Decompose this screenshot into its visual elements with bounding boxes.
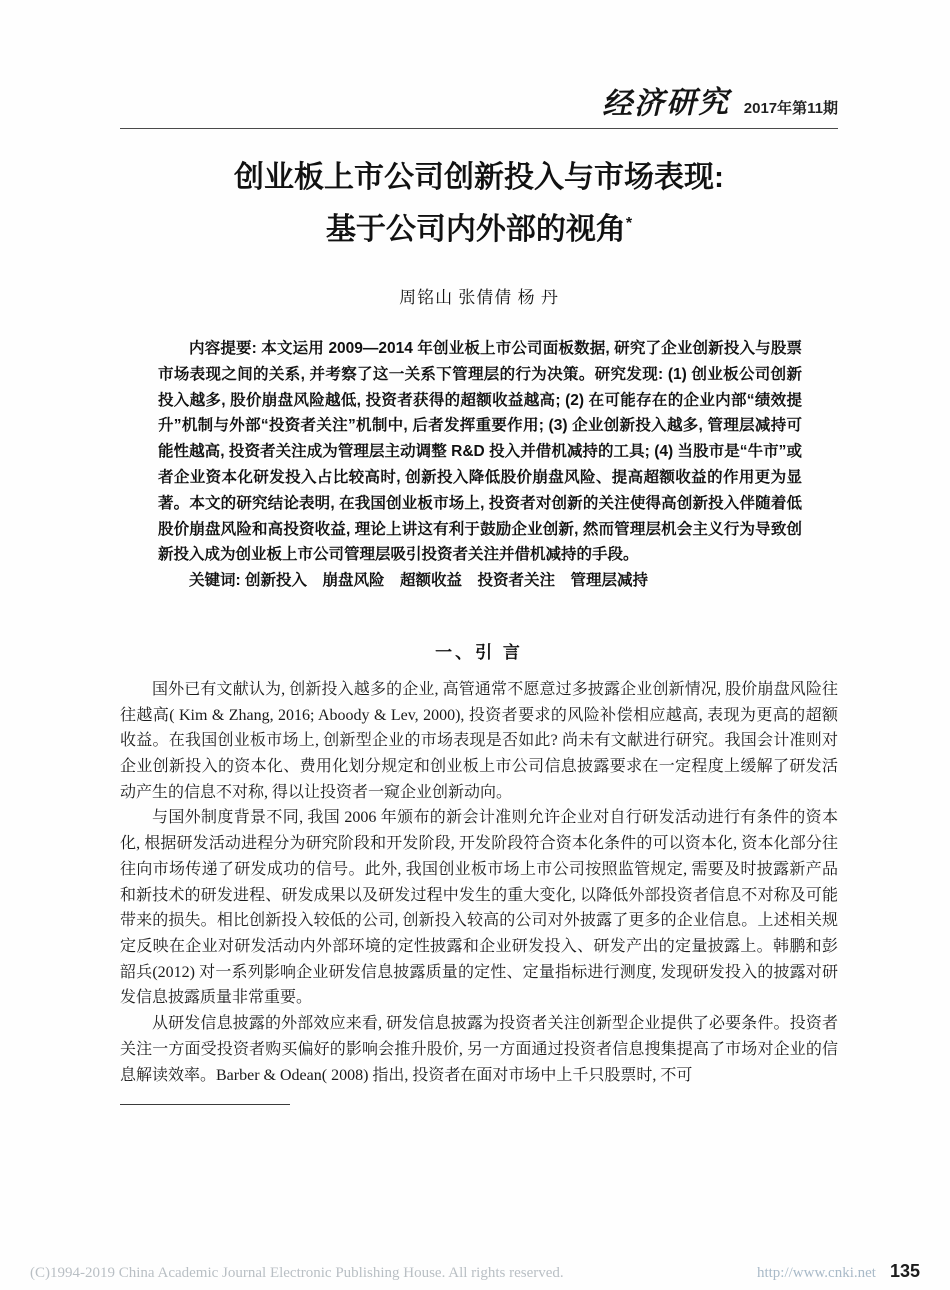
- body-text: [120, 677, 838, 1088]
- page-footer: [30, 1261, 920, 1282]
- header-rule: [120, 128, 838, 129]
- title-line2: 基于公司内外部的视角: [325, 213, 626, 246]
- keywords-text: 创新投入 崩盘风险 超额收益 投资者关注 管理层减持: [240, 572, 648, 590]
- title-footnote-mark: *: [625, 215, 633, 232]
- footer-url[interactable]: http://www.cnki.net: [756, 1265, 876, 1281]
- keywords-label: 关键词:: [189, 572, 241, 590]
- keywords: [158, 568, 802, 594]
- abstract-label: 内容提要:: [189, 340, 257, 357]
- section-heading: 一、引 言: [435, 642, 523, 662]
- paper-title: [120, 155, 838, 253]
- abstract-text: 本文运用 2009—2014 年创业板上市公司面板数据, 研究了企业创新投入与股票市场表现之间的关系, 并考察了这一关系下管理层的行为决策。研究发现: (1) 创业板公司创新投入越多, 股价崩盘风险越低, 投资者获得的超额收益越高; (2) 在可能存在的企业内部“绩效提升”机制与外部“投资者关注”机制中, 后者发挥重要作用; (3) 企业创新投入越多, 管理层减持可能性越高, 投资者关注成为管理层主动调整 R&D 投入并借机减持的工具; (4) 当股市是“牛市”或者企业资本化研发投入占比较高时, 创新投入降低股价崩盘风险、提高超额收益的作用更为显著。本文的研究结论表明, 在我国创业板市场上, 投资者对创新的关注使得高创新投入伴随着低股价崩盘风险和高投资收益, 理论上讲这有利于鼓励企业创新, 然而管理层机会主义行为导致创新投入成为创业板上市公司管理层吸引投资者关注并借机减持的手段。: [158, 340, 802, 564]
- journal-issue: 2017年第11期: [743, 100, 838, 117]
- footnote-rule: [120, 1104, 290, 1105]
- authors: 周铭山 张倩倩 杨 丹: [399, 288, 559, 307]
- abstract: [158, 336, 802, 568]
- footer-copyright: (C)1994-2019 China Academic Journal Electronic Publishing House. All rights reserved.: [30, 1265, 564, 1281]
- paragraph-3: 从研发信息披露的外部效应来看, 研发信息披露为投资者关注创新型企业提供了必要条件。投资者关注一方面受投资者购买偏好的影响会推升股价, 另一方面通过投资者信息搜集提高了市场对企业的信息解读效率。Barber & Odean( 2008) 指出, 投资者在面对市场中上千只股票时, 不可: [120, 1015, 838, 1084]
- paragraph-1: 国外已有文献认为, 创新投入越多的企业, 高管通常不愿意过多披露企业创新情况, 股价崩盘风险往往越高( Kim & Zhang, 2016; Aboody & Lev, 2000), 投资者要求的风险补偿相应越高, 表现为更高的超额收益。在我国创业板市场上, 创新型企业的市场表现是否如此? 尚未有文献进行研究。我国会计准则对企业创新投入的资本化、费用化划分规定和创业板上市公司信息披露要求在一定程度上缓解了研发活动产生的信息不对称, 得以让投资者一窥企业创新动向。: [120, 680, 838, 801]
- title-line1: 创业板上市公司创新投入与市场表现:: [234, 161, 724, 194]
- paragraph-2: 与国外制度背景不同, 我国 2006 年颁布的新会计准则允许企业对自行研发活动进行有条件的资本化, 根据研发活动进程分为研究阶段和开发阶段, 开发阶段符合资本化条件的可以资本化, 资本化部分往往向市场传递了研发成功的信号。此外, 我国创业板市场上市公司按照监管规定, 需要及时披露新产品和新技术的研发进程、研发成果以及研发过程中发生的重大变化, 以降低外部投资者信息不对称及可能带来的损失。相比创新投入较低的公司, 创新投入较高的公司对外披露了更多的企业信息。上述相关规定反映在企业对研发活动内外部环境的定性披露和企业研发投入、研发产出的定量披露上。韩鹏和彭韶兵(2012) 对一系列影响企业研发信息披露质量的定性、定量指标进行测度, 发现研发投入的披露对研发信息披露质量非常重要。: [120, 809, 838, 1007]
- journal-logo: 经济研究: [601, 84, 731, 123]
- page-number: 135: [889, 1261, 920, 1281]
- page-header: [120, 0, 838, 122]
